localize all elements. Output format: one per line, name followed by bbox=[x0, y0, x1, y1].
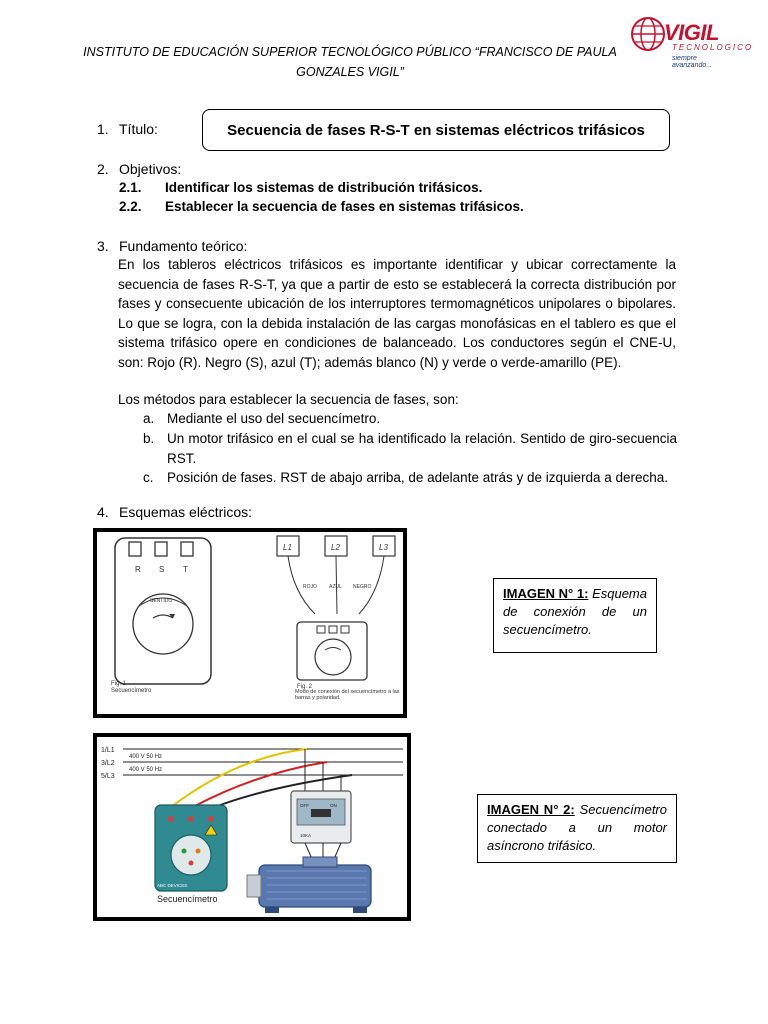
method-item: b. Un motor trifásico en el cual se ha identificado la relación. Sentido de giro-secuencia RST. bbox=[143, 431, 677, 466]
logo-subtitle: TECNOLOGICO bbox=[672, 43, 754, 52]
document-title: Secuencia de fases R-S-T en sistemas eléctricos trifásicos bbox=[202, 109, 670, 151]
image2-caption: IMAGEN N° 2: Secuencímetro conectado a un motor asíncrono trifásico. bbox=[477, 794, 677, 863]
logo-slogan: siempre avanzando... bbox=[672, 55, 713, 69]
methods-intro: Los métodos para establecer la secuencia de fases, son: bbox=[118, 392, 459, 407]
switch-rating: 10KA bbox=[300, 833, 312, 838]
section-objetivos-heading: 2. Objetivos: bbox=[97, 161, 182, 177]
section-esquemas-heading: 4. Esquemas eléctricos: bbox=[97, 504, 253, 520]
fig1-label: Fig. 1 bbox=[111, 681, 127, 687]
bar-label: L2 bbox=[331, 543, 340, 552]
section-fundamento-heading: 3. Fundamento teórico: bbox=[97, 238, 248, 254]
objective-item: 2.1. Identificar los sistemas de distribución trifásicos. bbox=[119, 180, 483, 195]
terminal-letter: S bbox=[159, 565, 165, 574]
fig2-caption: Modo de conexión del secuencímetro a las barras y polaridad. bbox=[295, 689, 400, 702]
line-label: 5/L3 bbox=[101, 773, 115, 780]
voltage-label: 400 V 50 Hz bbox=[129, 754, 163, 760]
fig1-caption: Secuencímetro bbox=[111, 688, 152, 694]
bar-label: L3 bbox=[379, 543, 388, 552]
institute-title: INSTITUTO DE EDUCACIÓN SUPERIOR TECNOLÓGICO PÚBLICO “FRANCISCO DE PAULA GONZALES VIGIL” bbox=[83, 45, 617, 79]
bar-label: L1 bbox=[283, 543, 292, 552]
terminal-letter: R bbox=[135, 565, 141, 574]
wire-label: AZUL bbox=[329, 584, 342, 590]
globe-icon bbox=[628, 14, 668, 54]
line-label: 1/L1 bbox=[101, 747, 115, 754]
sequence-meter-schematic bbox=[93, 528, 407, 718]
vigil-logo bbox=[628, 14, 754, 69]
line-label: 3/L2 bbox=[101, 760, 115, 767]
device-label: Secuencímetro bbox=[157, 894, 218, 904]
terminal-letter: T bbox=[183, 565, 188, 574]
method-item: a. Mediante el uso del secuencímetro. bbox=[143, 411, 381, 426]
objective-item: 2.2. Establecer la secuencia de fases en sistemas trifásicos. bbox=[119, 199, 524, 214]
switch-on-label: ON bbox=[330, 803, 337, 808]
dial-label: SENTIDO bbox=[150, 598, 173, 604]
wire-label: NEGRO bbox=[353, 584, 372, 590]
device-brand: ABC DEVICES bbox=[157, 883, 188, 888]
logo-name: VIGIL bbox=[664, 20, 719, 45]
image1-caption: IMAGEN N° 1: Esquema de conexión de un secuencímetro. bbox=[493, 578, 657, 653]
switch-off-label: OFF bbox=[300, 803, 309, 808]
voltage-label: 400 V 50 Hz bbox=[129, 767, 163, 773]
method-item: c. Posición de fases. RST de abajo arriba, de adelante atrás y de izquierda a derecha. bbox=[143, 470, 669, 485]
motor-connection-diagram bbox=[93, 733, 411, 921]
section-titulo-heading: 1. Título: bbox=[97, 121, 158, 137]
fig2-label: Fig. 2 bbox=[297, 684, 313, 690]
wire-label: ROJO bbox=[303, 584, 317, 590]
fundamento-paragraph: En los tableros eléctricos trifásicos es importante identificar y ubicar correctamente la secuencia de fases R-S-T, ya que a partir de esto se establecerá la correcta distribución por fases y consecuente ubicación de los interruptores termomagnéticos unipolares o bipolares. Lo que se logra, con la debida instalación de las cargas monofásicas en el tablero es que el sistema trifásico opere en condiciones de balanceado. Los conductores según el CNE-U, son: Rojo (R). Negro (S), azul (T); además blanco (N) y verde o verde-amarillo (PE). bbox=[118, 257, 676, 370]
